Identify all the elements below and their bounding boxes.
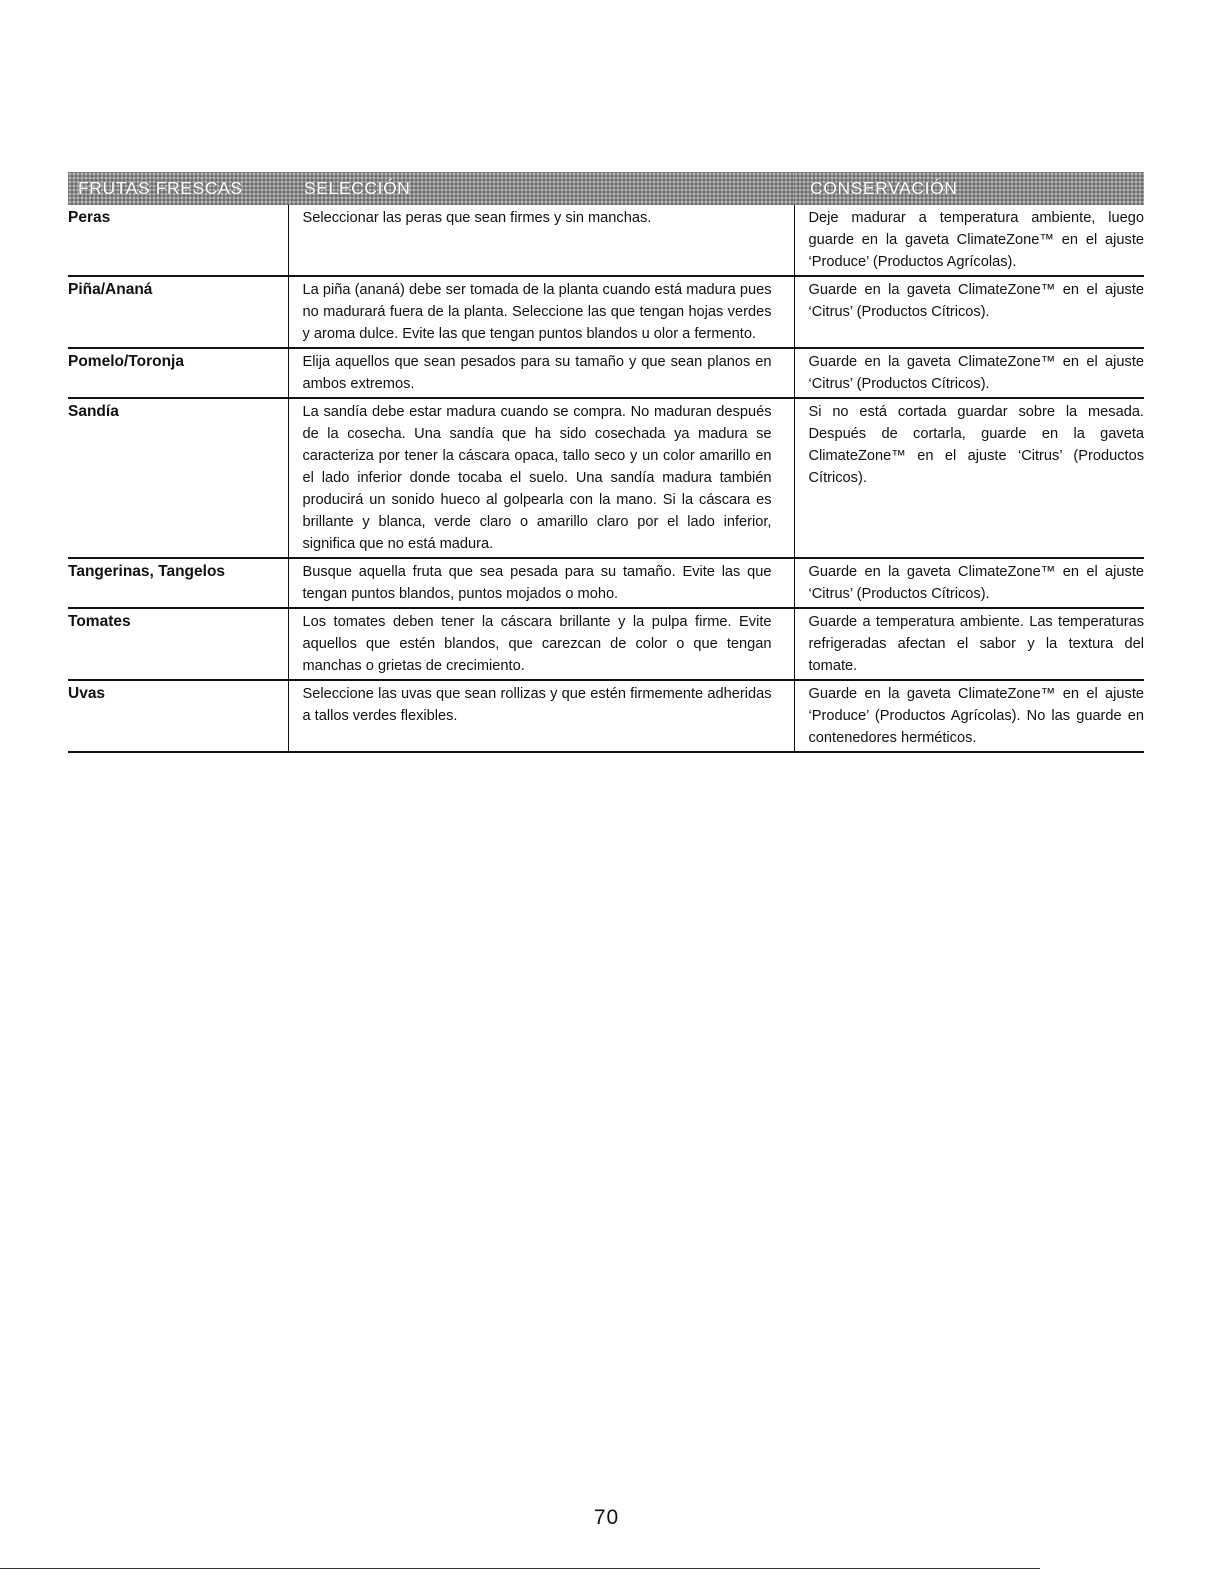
selection-text: Seleccione las uvas que sean rollizas y que estén firmemente adheridas a tallos verdes flexibles. xyxy=(288,680,794,752)
bottom-divider xyxy=(0,1568,1040,1569)
selection-text: La sandía debe estar madura cuando se compra. No maduran después de la cosecha. Una sandía que ha sido cosechada ya madura se caracteriza por tener la cáscara opaca, tallo seco y un color amarillo en el lado inferior donde tocaba el suelo. Una sandía madura también producirá un sonido hueco al golpearla con la mano. Si la cáscara es brillante y blanca, verde claro o amarillo claro por el lado inferior, significa que no está madura. xyxy=(288,398,794,558)
storage-text: Si no está cortada guardar sobre la mesada. Después de cortarla, guarde en la gaveta ClimateZone™ en el ajuste ‘Citrus’ (Productos Cítricos). xyxy=(794,398,1144,558)
table-row xyxy=(68,558,1144,608)
produce-storage-table xyxy=(68,172,1144,753)
table-row xyxy=(68,276,1144,348)
fruit-name: Piña/Ananá xyxy=(68,276,288,348)
storage-text: Guarde en la gaveta ClimateZone™ en el ajuste ‘Produce’ (Productos Agrícolas). No las guarde en contenedores herméticos. xyxy=(794,680,1144,752)
fruit-name: Uvas xyxy=(68,680,288,752)
fruit-name: Pomelo/Toronja xyxy=(68,348,288,398)
storage-text: Guarde a temperatura ambiente. Las temperaturas refrigeradas afectan el sabor y la textura del tomate. xyxy=(794,608,1144,680)
selection-text: Elija aquellos que sean pesados para su tamaño y que sean planos en ambos extremos. xyxy=(288,348,794,398)
storage-text: Guarde en la gaveta ClimateZone™ en el ajuste ‘Citrus’ (Productos Cítricos). xyxy=(794,558,1144,608)
storage-text: Deje madurar a temperatura ambiente, luego guarde en la gaveta ClimateZone™ en el ajuste ‘Produce’ (Productos Agrícolas). xyxy=(794,205,1144,276)
header-storage: CONSERVACIÓN xyxy=(794,172,1144,205)
table-header-row xyxy=(68,172,1144,205)
fruit-name: Tomates xyxy=(68,608,288,680)
selection-text: Los tomates deben tener la cáscara brillante y la pulpa firme. Evite aquellos que estén blandos, que carezcan de color o que tengan manchas o grietas de crecimiento. xyxy=(288,608,794,680)
storage-text: Guarde en la gaveta ClimateZone™ en el ajuste ‘Citrus’ (Productos Cítricos). xyxy=(794,348,1144,398)
storage-text: Guarde en la gaveta ClimateZone™ en el ajuste ‘Citrus’ (Productos Cítricos). xyxy=(794,276,1144,348)
page-number: 70 xyxy=(593,1506,620,1529)
fruit-name: Sandía xyxy=(68,398,288,558)
table-row xyxy=(68,398,1144,558)
produce-table-container xyxy=(68,172,1144,753)
header-fresh-fruits: FRUTAS FRESCAS xyxy=(68,172,288,205)
table-row xyxy=(68,205,1144,276)
table-row xyxy=(68,608,1144,680)
selection-text: La piña (ananá) debe ser tomada de la planta cuando está madura pues no madurará fuera de la planta. Seleccione las que tengan hojas verdes y aroma dulce. Evite las que tengan puntos blandos u olor a fermento. xyxy=(288,276,794,348)
fruit-name: Tangerinas, Tangelos xyxy=(68,558,288,608)
selection-text: Busque aquella fruta que sea pesada para su tamaño. Evite las que tengan puntos blandos, puntos mojados o moho. xyxy=(288,558,794,608)
table-row xyxy=(68,348,1144,398)
selection-text: Seleccionar las peras que sean firmes y sin manchas. xyxy=(288,205,794,276)
fruit-name: Peras xyxy=(68,205,288,276)
header-selection: SELECCIÓN xyxy=(288,172,794,205)
table-row xyxy=(68,680,1144,752)
